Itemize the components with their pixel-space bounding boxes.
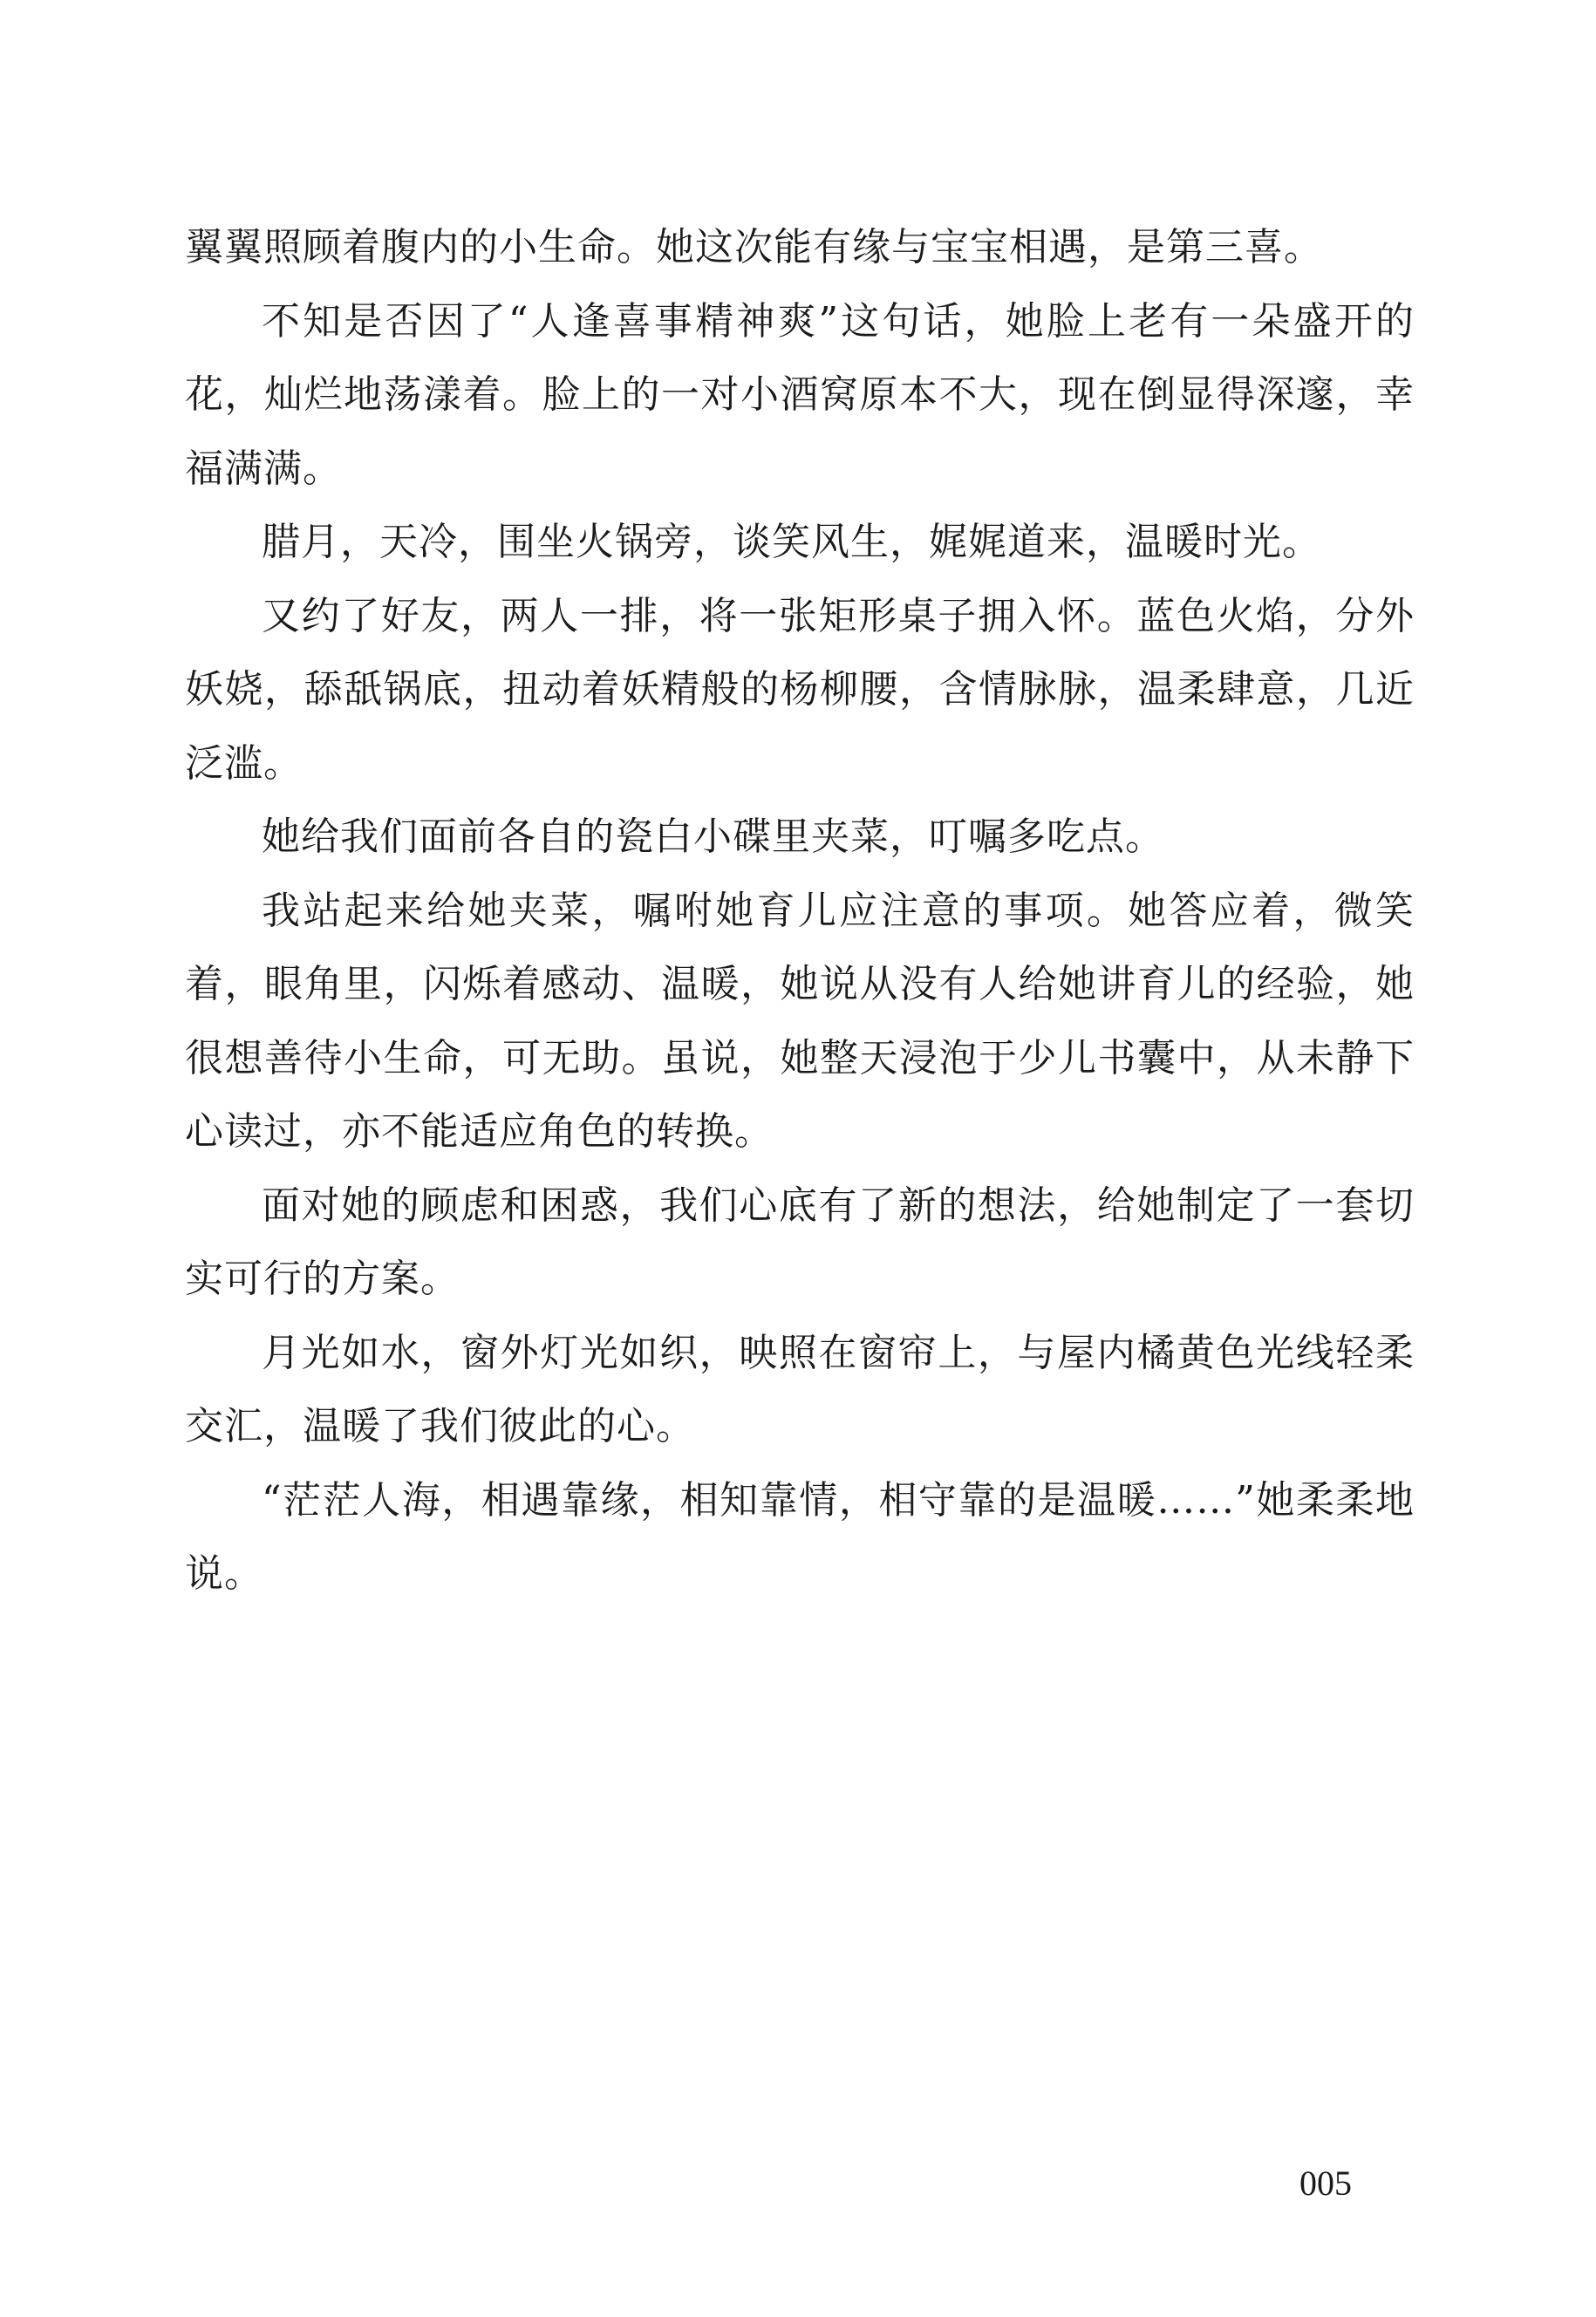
paragraph: 月光如水，窗外灯光如织，映照在窗帘上，与屋内橘黄色光线轻柔交汇，温暖了我们彼此的心。: [185, 1330, 1415, 1448]
paragraph: 腊月，天冷，围坐火锅旁，谈笑风生，娓娓道来，温暖时光。: [262, 520, 1321, 564]
body-text: [185, 211, 1415, 1612]
paragraph: 她给我们面前各自的瓷白小碟里夹菜，叮嘱多吃点。: [262, 814, 1164, 859]
paragraph: 我站起来给她夹菜，嘱咐她育儿应注意的事项。她答应着，微笑着，眼角里，闪烁着感动、温暖，她说从没有人给她讲育儿的经验，她很想善待小生命，可无助。虽说，她整天浸泡于少儿书囊中，从未静下心读过，亦不能适应角色的转换。: [185, 888, 1415, 1154]
paragraph: 面对她的顾虑和困惑，我们心底有了新的想法，给她制定了一套切实可行的方案。: [185, 1182, 1415, 1301]
paragraph-continuation: 翼翼照顾着腹内的小生命。她这次能有缘与宝宝相遇，是第三喜。: [185, 225, 1323, 269]
paragraph: “茫茫人海，相遇靠缘，相知靠情，相守靠的是温暖……”她柔柔地说。: [185, 1477, 1415, 1596]
paragraph: 又约了好友，两人一排，将一张矩形桌子拥入怀。蓝色火焰，分外妖娆，舔舐锅底，扭动着妖精般的杨柳腰，含情脉脉，温柔肆意，几近泛滥。: [185, 593, 1415, 786]
page-number: 005: [1299, 2164, 1352, 2203]
paragraph: 不知是否因了“人逢喜事精神爽”这句话，她脸上老有一朵盛开的花，灿烂地荡漾着。脸上的一对小酒窝原本不大，现在倒显得深邃，幸福满满。: [185, 298, 1415, 491]
